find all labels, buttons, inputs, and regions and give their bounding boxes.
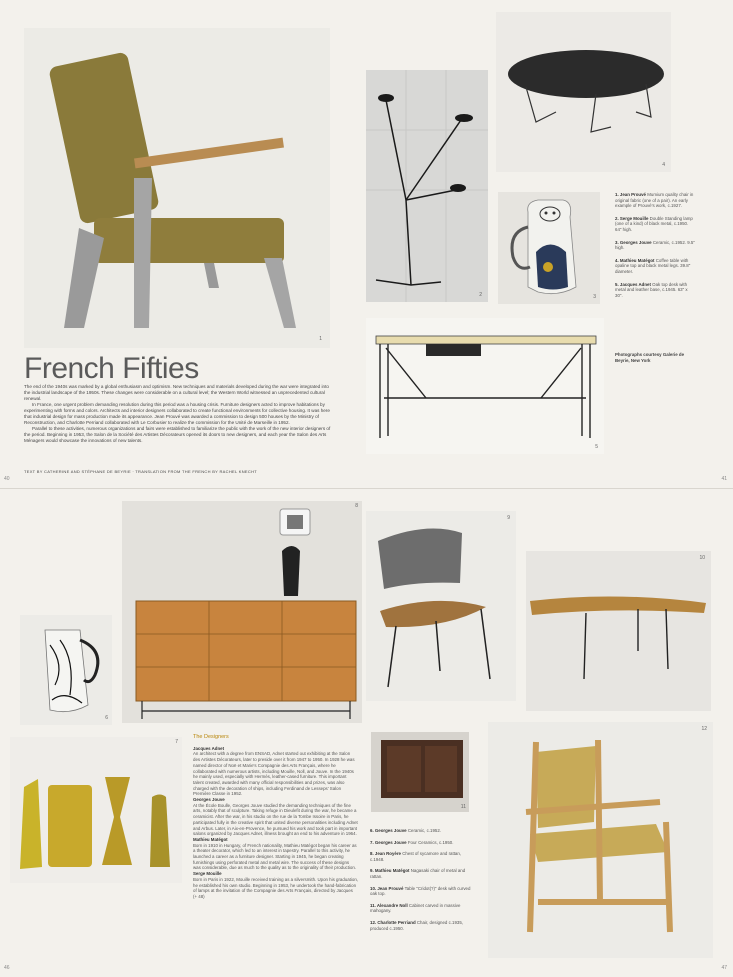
designer-entry: [193, 871, 358, 900]
designer-name: Georges Jouve: [193, 797, 225, 803]
caption-item: [615, 216, 695, 233]
photo-desk: [366, 318, 604, 454]
captions-top: [615, 192, 695, 305]
caption-item: [370, 920, 475, 931]
photo-number-10: 10: [699, 555, 705, 561]
designers-heading: The Designers: [193, 734, 229, 740]
caption-name: 5. Jacques Adnet: [615, 281, 651, 287]
designer-bio: An architect with a degree from ENSAD, Adnet started out exhibiting at the Salon des Artistes Décorateurs, later to preside over it from 1947 to 1950. In 1928 he was named director of Noë et Marie's Compagnie des Arts Français, where he collaborated with numerous artists, including Mouille, Noll, and Jouve. In the 1940s he mainly used, especially with Hermès, leather-cased furniture. This important talent created, awarded with many official responsibilities and prizes, was also charged with the decoration of ships, including Ferdinand de Lesseps' Salon Première Classe in 1952.: [193, 751, 355, 797]
designer-name: Jacques Adnet: [193, 745, 225, 751]
chest-illustration: [122, 501, 362, 723]
caption-text: Oak top desk with metal and leather base, c.1945. 63" x 30".: [615, 281, 688, 298]
caption-text: Nagasaki chair of metal and rattan.: [370, 868, 466, 879]
photo-armchair: [24, 28, 330, 348]
caption-text: Chest of sycamore and rattan, c.1948.: [370, 851, 462, 862]
caption-item: [370, 886, 475, 897]
folio-bottom-right: 47: [721, 965, 727, 971]
folio-bottom-left: 46: [4, 965, 10, 971]
caption-text: Four Ceramics, c.1950.: [406, 839, 454, 845]
caption-name: 3. Georges Jouve: [615, 239, 652, 245]
designer-entry: [193, 837, 358, 871]
captions-bottom: [370, 828, 475, 937]
photo-perriand-chair: [488, 722, 713, 958]
caption-name: 6. Georges Jouve: [370, 828, 407, 833]
caption-item: [615, 192, 695, 209]
photo-credit: Photographs courtesy Galerie de Beyrie, New York: [615, 352, 685, 363]
photo-number-8: 8: [355, 503, 358, 509]
page-bottom-left: [0, 489, 366, 977]
byline: TEXT BY CATHERINE AND STÉPHANE DE BEYRIE · TRANSLATION FROM THE FRENCH BY RACHEL KNECHT: [24, 469, 258, 474]
caption-item: [615, 282, 695, 299]
photo-number-6: 6: [105, 715, 108, 721]
caption-text: Ceramic, c.1952. 9.5" high.: [615, 239, 695, 251]
caption-text: Mumium quality chair in original fabric (one of a pair). An early example of Prouvé's work, c.1927.: [615, 192, 694, 209]
designers-section: [193, 735, 358, 900]
caption-name: 7. Georges Jouve: [370, 839, 407, 845]
caption-item: [370, 851, 475, 862]
caption-item: [370, 840, 475, 846]
intro-paragraph: Parallel to these activities, numerous organizations and fairs were established to familiarize the public with the work of the new interior designers of the period. Beginning in 1953, the Salon de la Société des Artistes Décorateurs opened its doors to new designers, and each year the Salon des Arts Ménagers would showcase the innovations of new talents.: [24, 426, 331, 443]
caption-name: 10. Jean Prouvé: [370, 885, 404, 891]
designer-entry: [193, 746, 358, 797]
caption-name: 4. Mathieu Matégot: [615, 257, 655, 263]
photo-number-7: 7: [175, 739, 178, 745]
lamp-illustration: [366, 70, 488, 302]
designer-entry: [193, 797, 358, 837]
caption-item: [370, 868, 475, 879]
folio-left: 40: [4, 476, 10, 482]
nagasaki-chair-illustration: [366, 511, 516, 701]
gold-ceramics-illustration: [10, 737, 182, 883]
folio-right: 41: [721, 476, 727, 482]
caption-item: [370, 903, 475, 914]
caption-name: 9. Mathieu Matégot: [370, 868, 410, 874]
photo-ceramic-jug: [20, 615, 112, 725]
caption-item: [615, 258, 695, 275]
caption-text: Chair, designed c.1935, produced c.1950.: [370, 919, 463, 931]
photo-ceramic-pitcher: [498, 192, 600, 304]
caption-text: Ceramic, c.1952.: [406, 828, 442, 833]
intro-text: [24, 384, 334, 444]
photo-number-4: 4: [662, 162, 665, 168]
photo-number-11: 11: [460, 804, 466, 810]
armchair-illustration: [24, 28, 330, 348]
caption-item: [615, 240, 695, 251]
cabinet-illustration: [371, 732, 469, 812]
caption-name: 11. Alexandre Noll: [370, 902, 408, 908]
photo-number-3: 3: [593, 294, 596, 300]
photo-chest: [122, 501, 362, 723]
photo-number-1: 1: [319, 336, 322, 342]
photo-standing-lamp: [366, 70, 488, 302]
caption-text: Coffee table with opaline top and black metal legs. 39.8" diameter.: [615, 257, 691, 274]
perriand-chair-illustration: [488, 722, 713, 958]
photo-prouve-table: [526, 551, 711, 711]
designer-name: Mathieu Matégot: [193, 836, 228, 842]
photo-number-12: 12: [701, 726, 707, 732]
jug-illustration: [20, 615, 112, 725]
designer-name: Serge Mouille: [193, 871, 222, 877]
article-title: French Fifties: [24, 352, 199, 385]
caption-text: Cabinet carved in massive mahogany.: [370, 902, 461, 914]
desk-illustration: [366, 318, 604, 454]
prouve-table-illustration: [526, 551, 711, 711]
caption-name: 12. Charlotte Perriand: [370, 919, 416, 925]
pitcher-illustration: [498, 192, 600, 304]
photo-coffee-table: [496, 12, 671, 172]
intro-paragraph: The end of the 1940s was marked by a global enthusiasm and optimism. New techniques and materials developed during the war were integrated into the industrial landscape of the 1950s. These changes were considerable on a cultural level; the Western World witnessed an unprecedented cultural renewal.: [24, 384, 329, 401]
photo-nagasaki-chair: [366, 511, 516, 701]
caption-text: Double Standing lamp (one of a kind) of black metal, c.1950. 64" high.: [615, 215, 693, 232]
designer-bio: At the École Boulle, Georges Jouve studied the demanding techniques of the fine arts, notably that of sculpture. Taking refuge in Dieulefit during the war, he became a ceramicist. After the war, in his studio on the rue de la Tombe Issoire in Paris, he participated fully in the creative spirit that united diverse personalities including Adnet and Arbus. Later, in Aix-en-Provence, he pursued his work and took part in important salons organized by Jacques Adnet, illness brought an end to his adventure in 1964.: [193, 802, 358, 837]
photo-number-9: 9: [507, 515, 510, 521]
caption-text: Table "Cridot(?)" desk with curved oak top.: [370, 885, 471, 897]
designer-bio: Born in Paris in 1922, Mouille received training as a silversmith. Upon his graduation, he established his own studio. Beginning in 1953, he undertook the hand-fabrication of lamps at the invitation of the Compagnie des Arts Français, directed by Jacques (+ 48): [193, 876, 358, 899]
photo-number-5: 5: [595, 444, 598, 450]
designer-bio: Born in 1910 in Hungary, of French nationality, Mathieu Matégot began his career as a theater decorator, which led to an interest in tapestry. Parallel to this activity, he launched a career as a furniture designer. Starting in 1945, he began creating furnishings using perforated metal and metal wire. The success of these designs was considerable, due as much to the quality as to the originality of their production.: [193, 842, 357, 871]
caption-name: 2. Serge Mouille: [615, 215, 649, 221]
coffee-table-illustration: [496, 12, 671, 172]
photo-noll-cabinet: [371, 732, 469, 812]
page-top-left: [0, 0, 366, 488]
caption-name: 1. Jean Prouvé: [615, 192, 646, 197]
photo-number-2: 2: [479, 292, 482, 298]
caption-name: 8. Jean Royère: [370, 851, 401, 857]
caption-item: [370, 828, 475, 834]
photo-gold-ceramics: [10, 737, 182, 883]
intro-paragraph: In France, one urgent problem demanding resolution during this period was a housing crisis. Furniture designers acted to improve habitations by experimenting with forms and colors. Architects and interior designers collaborated to create functional environments for collective housing. It was here that industrial design for mass production made its appearance. Jean Prouvé was awarded a commission to design 500 houses by the Ministry of Reconstruction, and Charlotte Perriand collaborated with Le Corbusier to realize the commission for the Unité de Marseille in 1952.: [24, 402, 330, 425]
